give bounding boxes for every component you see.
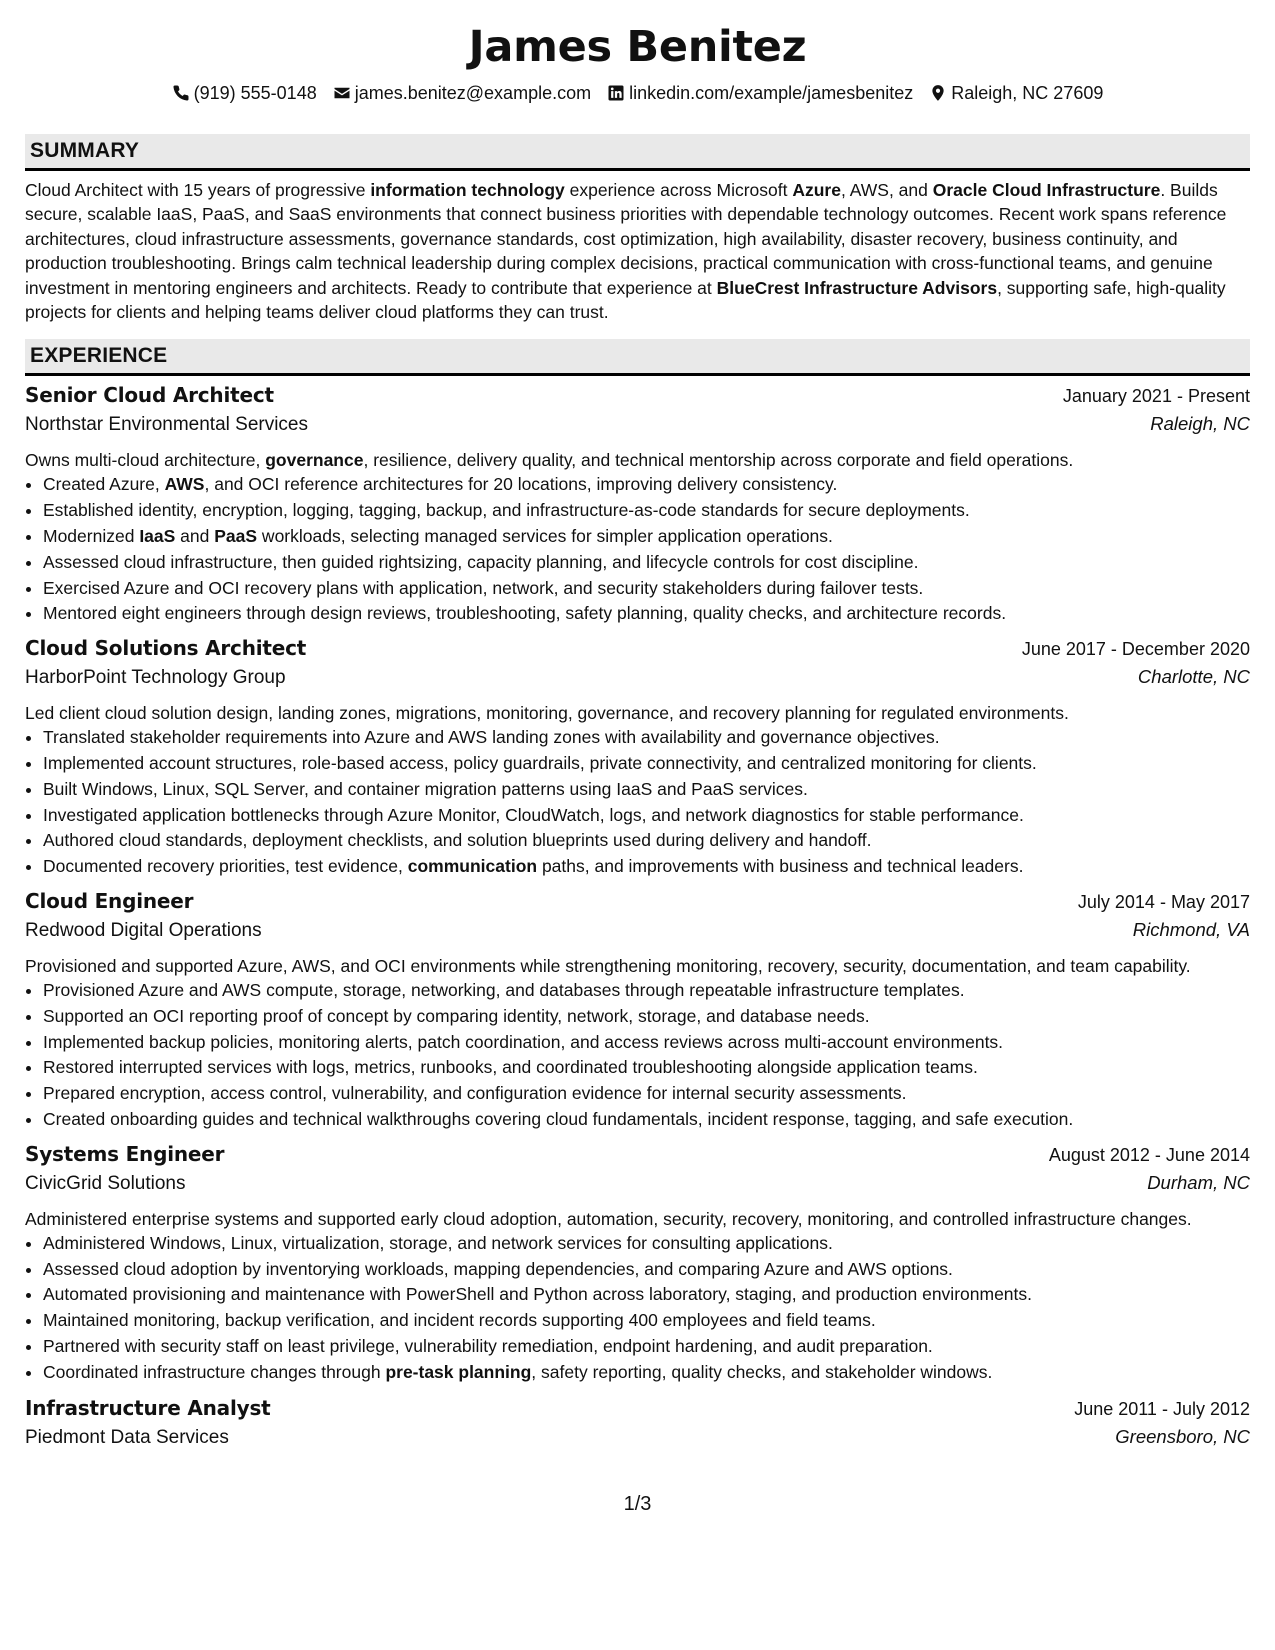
job-company-row — [25, 666, 1250, 696]
job-location: Raleigh, NC — [1150, 413, 1250, 435]
job-title: Infrastructure Analyst — [25, 1395, 271, 1420]
phone-icon — [172, 84, 190, 102]
bold-keyword: information technology — [370, 180, 565, 200]
bold-keyword: governance — [265, 450, 364, 471]
resume-page — [25, 0, 1250, 1650]
job-bullet: • Translated stakeholder requirements into Azure and AWS landing zones with availability and governance objectives. — [43, 725, 1250, 751]
job-bullet: • Exercised Azure and OCI recovery plans with application, network, and security stakeholders during failover tests. — [43, 576, 1250, 602]
job-bullet: • Mentored eight engineers through design reviews, troubleshooting, safety planning, quality checks, and architecture records. — [43, 601, 1250, 627]
contact-phone[interactable] — [172, 83, 317, 104]
job-entry — [25, 636, 1250, 880]
job-bullet: • Authored cloud standards, deployment checklists, and solution blueprints used during delivery and handoff. — [43, 828, 1250, 854]
job-bullet: • Prepared encryption, access control, vulnerability, and configuration evidence for internal security assessments. — [43, 1081, 1250, 1107]
job-company-row — [25, 1426, 1250, 1456]
job-bullet: • Implemented backup policies, monitoring alerts, patch coordination, and access reviews across multi-account environments. — [43, 1030, 1250, 1056]
bold-keyword: communication — [407, 856, 538, 877]
job-bullet: • Investigated application bottlenecks through Azure Monitor, CloudWatch, logs, and network diagnostics for stable performance. — [43, 803, 1250, 829]
job-bullet-list — [25, 978, 1250, 1133]
job-dates: July 2014 - May 2017 — [1077, 892, 1250, 912]
linkedin-text: linkedin.com/example/jamesbenitez — [629, 82, 914, 103]
location-text: Raleigh, NC 27609 — [951, 82, 1104, 103]
job-location: Greensboro, NC — [1115, 1425, 1250, 1447]
contact-location — [929, 83, 1103, 104]
job-bullet: • Administered Windows, Linux, virtualization, storage, and network services for consulting applications. — [43, 1231, 1250, 1257]
job-bullet: • Maintained monitoring, backup verification, and incident records supporting 400 employees and field teams. — [43, 1308, 1250, 1334]
job-entry — [25, 1396, 1250, 1456]
job-title-row — [25, 1142, 1250, 1172]
summary-heading: SUMMARY — [25, 134, 1250, 171]
job-title: Cloud Solutions Architect — [25, 636, 307, 661]
contact-email[interactable] — [333, 83, 591, 104]
job-title: Systems Engineer — [25, 1141, 225, 1166]
job-bullet-list — [25, 725, 1250, 880]
job-company-row — [25, 413, 1250, 443]
job-company: Redwood Digital Operations — [25, 920, 262, 941]
job-entry — [25, 1142, 1250, 1386]
job-location: Durham, NC — [1147, 1171, 1250, 1193]
job-bullet: • Automated provisioning and maintenance with PowerShell and Python across laboratory, staging, and production environments. — [43, 1282, 1250, 1308]
job-company-row — [25, 919, 1250, 949]
contact-linkedin[interactable] — [607, 83, 913, 104]
job-title-row — [25, 1396, 1250, 1426]
job-bullet: • Provisioned Azure and AWS compute, storage, networking, and databases through repeatable infrastructure templates. — [43, 978, 1250, 1004]
contact-bar — [25, 81, 1250, 105]
bold-keyword: PaaS — [214, 526, 258, 547]
job-bullet: • Created onboarding guides and technical walkthroughs covering cloud fundamentals, incident response, tagging, and safe execution. — [43, 1107, 1250, 1133]
job-bullet: • Restored interrupted services with logs, metrics, runbooks, and coordinated troubleshooting alongside application teams. — [43, 1055, 1250, 1081]
bold-keyword: BlueCrest Infrastructure Advisors — [716, 277, 998, 298]
job-summary: Administered enterprise systems and supported early cloud adoption, automation, security, recovery, monitoring, and controlled infrastructure changes. — [25, 1208, 1192, 1229]
job-title-row — [25, 636, 1250, 666]
job-summary: Owns multi-cloud architecture, governance, resilience, delivery quality, and technical mentorship across corporate and field operations. — [25, 450, 1074, 471]
bold-keyword: Azure — [792, 180, 841, 200]
bold-keyword: Oracle Cloud Infrastructure — [932, 180, 1161, 200]
job-title: Senior Cloud Architect — [25, 383, 274, 408]
page-number: 1/3 — [623, 1493, 652, 1515]
job-summary: Led client cloud solution design, landing zones, migrations, monitoring, governance, and recovery planning for regulated environments. — [25, 703, 1069, 724]
job-bullet: • Created Azure, AWS, and OCI reference architectures for 20 locations, improving delivery consistency. — [43, 472, 1250, 498]
job-title-row — [25, 889, 1250, 919]
job-entry — [25, 383, 1250, 627]
job-bullet: • Assessed cloud infrastructure, then guided rightsizing, capacity planning, and lifecycle controls for cost discipline. — [43, 550, 1250, 576]
envelope-icon — [333, 84, 351, 102]
job-title: Cloud Engineer — [25, 889, 194, 913]
job-bullet-list — [25, 1231, 1250, 1386]
job-bullet-list — [25, 472, 1250, 627]
job-location: Charlotte, NC — [1137, 666, 1250, 688]
job-dates: June 2011 - July 2012 — [1074, 1398, 1250, 1419]
summary-text: Cloud Architect with 15 years of progressive information technology experience across Microsoft Azure, AWS, and Oracle Cloud Infrastructure. Builds secure, scalable IaaS, PaaS, and SaaS environments that connect business priorities with dependable technology outcomes. Recent work spans reference architectures, cloud infrastructure assessments, governance standards, cost optimization, high availability, disaster recovery, business continuity, and production troubleshooting. Brings calm technical leadership during complex decisions, practical communication with cross-functional teams, and genuine investment in mentoring engineers and architects. Ready to contribute that experience at BlueCrest Infrastructure Advisors, supporting safe, high-quality projects for clients and helping teams deliver cloud platforms they can trust. — [25, 180, 1227, 323]
experience-list — [25, 383, 1250, 1455]
email-text: james.benitez@example.com — [354, 82, 592, 103]
job-company-row — [25, 1172, 1250, 1202]
job-title-row — [25, 383, 1250, 413]
job-location: Richmond, VA — [1132, 919, 1250, 940]
job-company: HarborPoint Technology Group — [25, 667, 286, 689]
job-company: Northstar Environmental Services — [25, 414, 308, 436]
job-company: Piedmont Data Services — [25, 1426, 229, 1448]
job-dates: August 2012 - June 2014 — [1048, 1144, 1250, 1165]
job-dates: June 2017 - December 2020 — [1021, 639, 1250, 660]
job-bullet: • Supported an OCI reporting proof of concept by comparing identity, network, storage, and database needs. — [43, 1004, 1250, 1030]
experience-heading: EXPERIENCE — [25, 339, 1250, 376]
job-bullet: • Assessed cloud adoption by inventorying workloads, mapping dependencies, and comparing Azure and AWS options. — [43, 1257, 1250, 1283]
candidate-name: James Benitez — [468, 22, 807, 72]
linkedin-icon — [607, 84, 625, 102]
job-entry — [25, 889, 1250, 1133]
bold-keyword: IaaS — [139, 526, 176, 547]
map-pin-icon — [929, 84, 947, 102]
bold-keyword: pre-task planning — [385, 1361, 532, 1382]
bold-keyword: AWS — [164, 474, 205, 495]
job-bullet: • Implemented account structures, role-based access, policy guardrails, private connectivity, and centralized monitoring for clients. — [43, 751, 1250, 777]
job-bullet: • Coordinated infrastructure changes through pre-task planning, safety reporting, quality checks, and stakeholder windows. — [43, 1360, 1250, 1386]
job-bullet: • Established identity, encryption, logging, tagging, backup, and infrastructure-as-code standards for secure deployments. — [43, 498, 1250, 524]
phone-text: (919) 555-0148 — [193, 82, 317, 103]
job-dates: January 2021 - Present — [1062, 386, 1250, 407]
job-bullet: • Documented recovery priorities, test evidence, communication paths, and improvements with business and technical leaders. — [43, 854, 1250, 880]
job-bullet: • Partnered with security staff on least privilege, vulnerability remediation, endpoint hardening, and audit preparation. — [43, 1334, 1250, 1360]
job-company: CivicGrid Solutions — [25, 1172, 186, 1194]
job-bullet: • Built Windows, Linux, SQL Server, and container migration patterns using IaaS and PaaS services. — [43, 777, 1250, 803]
job-summary: Provisioned and supported Azure, AWS, and OCI environments while strengthening monitoring, recovery, security, documentation, and team capability. — [25, 956, 1191, 976]
job-bullet: • Modernized IaaS and PaaS workloads, selecting managed services for simpler application operations. — [43, 524, 1250, 550]
